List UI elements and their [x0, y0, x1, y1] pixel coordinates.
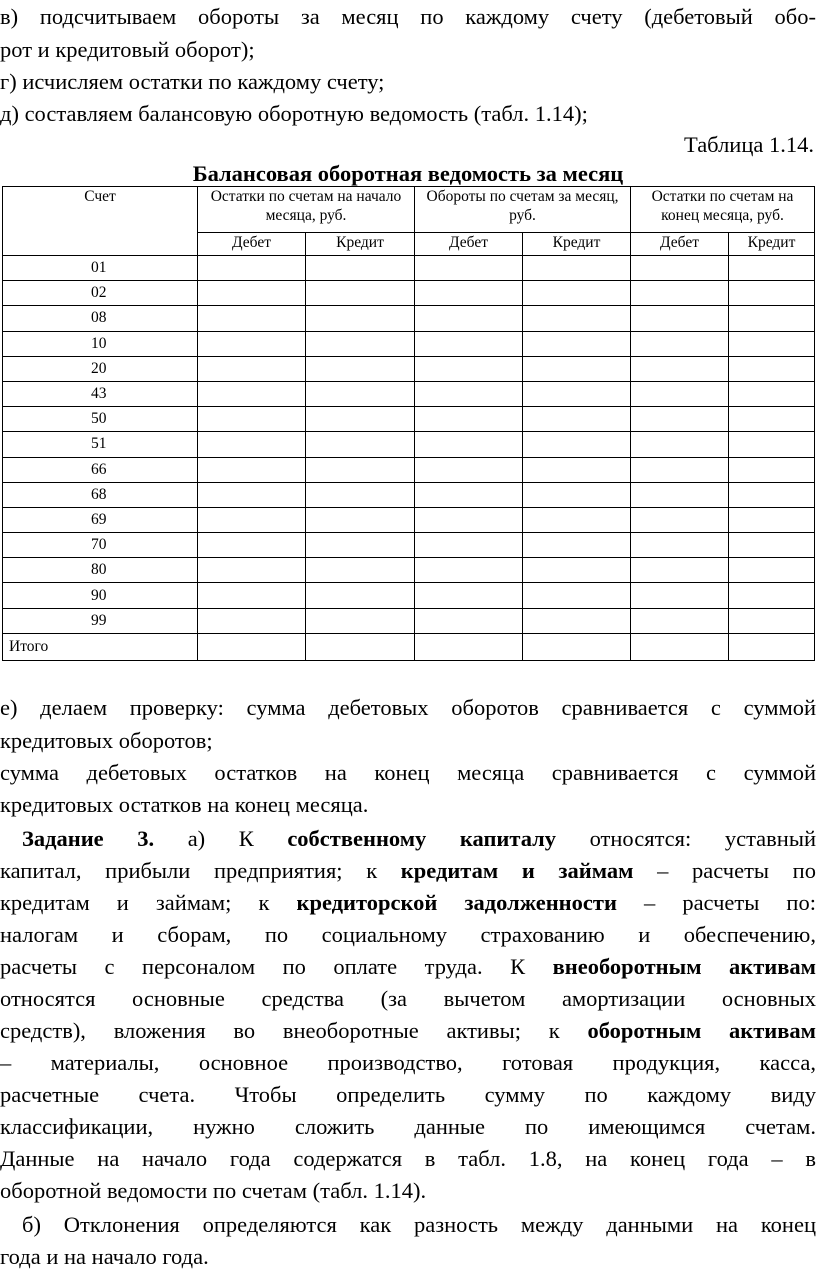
table-cell[interactable] [415, 381, 523, 406]
task3-line8: – материалы, основное производство, готовая продукция, касса, [0, 1050, 816, 1075]
table-row [3, 407, 815, 432]
table-cell[interactable] [631, 432, 729, 457]
table-row [3, 432, 815, 457]
table-row [3, 583, 815, 608]
table-cell[interactable] [198, 432, 306, 457]
table-cell[interactable] [631, 583, 729, 608]
table-cell[interactable] [523, 608, 631, 633]
table-cell[interactable] [415, 256, 523, 281]
table-cell[interactable] [415, 608, 523, 633]
table-cell[interactable] [631, 306, 729, 331]
table-row [3, 306, 815, 331]
table-cell[interactable] [523, 331, 631, 356]
table-row [3, 558, 815, 583]
account-number: 20 [3, 356, 198, 381]
table-cell[interactable] [198, 457, 306, 482]
head-credit: Кредит [306, 233, 415, 256]
table-row [3, 281, 815, 306]
table-cell[interactable] [198, 533, 306, 558]
account-number: 50 [3, 407, 198, 432]
table-cell[interactable] [198, 608, 306, 633]
table-cell[interactable] [198, 482, 306, 507]
head-closing-balance: Остатки по счетам на конец месяца, руб. [631, 187, 815, 233]
table-cell[interactable] [198, 407, 306, 432]
balance-sheet-table [2, 186, 815, 661]
table-cell[interactable] [631, 256, 729, 281]
task3-line6: относятся основные средства (за вычетом амортизации основных [0, 986, 816, 1011]
table-cell[interactable] [198, 583, 306, 608]
table-row [3, 356, 815, 381]
table-cell[interactable] [523, 457, 631, 482]
task3-line4: налогам и сборам, по социальному страхованию и обеспечению, [0, 922, 816, 947]
table-cell[interactable] [631, 533, 729, 558]
para-e-line1: е) делаем проверку: сумма дебетовых оборотов сравнивается с суммой [0, 695, 816, 720]
table-cell[interactable] [729, 381, 815, 406]
para-g: г) исчисляем остатки по каждому счету; [0, 69, 385, 94]
table-cell[interactable] [729, 281, 815, 306]
table-cell[interactable] [306, 331, 415, 356]
account-number: 99 [3, 608, 198, 633]
table-cell[interactable] [729, 331, 815, 356]
table-cell[interactable] [631, 482, 729, 507]
table-cell[interactable] [306, 507, 415, 532]
table-cell[interactable] [729, 583, 815, 608]
table-cell[interactable] [523, 381, 631, 406]
table-cell[interactable] [631, 381, 729, 406]
table-cell[interactable] [523, 633, 631, 660]
table-cell[interactable] [306, 356, 415, 381]
table-cell[interactable] [415, 432, 523, 457]
table-cell[interactable] [415, 558, 523, 583]
task3-line11: Данные на начало года содержатся в табл. 1.8, на конец года – в [0, 1146, 816, 1171]
para-e-line2: кредитовых оборотов; [0, 728, 213, 753]
head-account: Счет [3, 187, 198, 256]
table-cell[interactable] [631, 558, 729, 583]
table-cell[interactable] [415, 507, 523, 532]
table-cell[interactable] [306, 381, 415, 406]
table-cell[interactable] [415, 482, 523, 507]
task3-line10: классификации, нужно сложить данные по имеющимся счетам. [0, 1114, 816, 1139]
table-cell[interactable] [198, 356, 306, 381]
table-cell[interactable] [729, 407, 815, 432]
table-cell[interactable] [729, 558, 815, 583]
table-cell[interactable] [729, 533, 815, 558]
para-v-line2: рот и кредитовый оборот); [0, 37, 255, 62]
account-number: 10 [3, 331, 198, 356]
table-cell[interactable] [306, 533, 415, 558]
table-cell[interactable] [631, 633, 729, 660]
account-number: 70 [3, 533, 198, 558]
table-cell[interactable] [523, 407, 631, 432]
table-cell[interactable] [306, 482, 415, 507]
table-cell[interactable] [729, 356, 815, 381]
table-cell[interactable] [198, 331, 306, 356]
table-row [3, 331, 815, 356]
task3-line5: расчеты с персоналом по оплате труда. К внеоборотным активам [0, 954, 816, 979]
task3-line7: средств), вложения во внеоборотные активы; к оборотным активам [0, 1018, 816, 1043]
table-cell[interactable] [306, 281, 415, 306]
account-number: 08 [3, 306, 198, 331]
table-cell[interactable] [306, 558, 415, 583]
head-debit: Дебет [198, 233, 306, 256]
table-cell[interactable] [631, 507, 729, 532]
account-number: 01 [3, 256, 198, 281]
table-row [3, 533, 815, 558]
table-cell[interactable] [306, 457, 415, 482]
table-cell[interactable] [415, 457, 523, 482]
table-cell[interactable] [729, 482, 815, 507]
table-cell[interactable] [415, 633, 523, 660]
table-row [3, 381, 815, 406]
table-cell[interactable] [198, 306, 306, 331]
table-cell[interactable] [306, 432, 415, 457]
table-cell[interactable] [306, 633, 415, 660]
table-cell[interactable] [729, 507, 815, 532]
head-turnover: Обороты по счетам за месяц, руб. [415, 187, 631, 233]
table-cell[interactable] [306, 256, 415, 281]
table-cell[interactable] [415, 356, 523, 381]
table-cell[interactable] [729, 457, 815, 482]
table-cell[interactable] [306, 583, 415, 608]
table-cell[interactable] [523, 281, 631, 306]
table-label: Таблица 1.14. [684, 132, 814, 157]
table-cell[interactable] [631, 281, 729, 306]
task3-line2: капитал, прибыли предприятия; к кредитам и займам – расчеты по [0, 858, 816, 883]
table-cell[interactable] [523, 432, 631, 457]
head-debit: Дебет [631, 233, 729, 256]
table-cell[interactable] [631, 457, 729, 482]
table-cell[interactable] [415, 331, 523, 356]
task3-line1: Задание 3. а) К собственному капиталу относятся: уставный [22, 826, 816, 851]
table-cell[interactable] [415, 583, 523, 608]
table-cell[interactable] [415, 407, 523, 432]
table-cell[interactable] [198, 281, 306, 306]
para-v-line1: в) подсчитываем обороты за месяц по каждому счету (дебетовый обо- [0, 4, 816, 29]
account-number: 80 [3, 558, 198, 583]
table-cell[interactable] [631, 407, 729, 432]
table-cell[interactable] [306, 407, 415, 432]
total-label: Итого [3, 633, 198, 660]
table-cell[interactable] [198, 256, 306, 281]
table-cell[interactable] [729, 432, 815, 457]
table-cell[interactable] [523, 482, 631, 507]
head-credit: Кредит [729, 233, 815, 256]
table-cell[interactable] [198, 381, 306, 406]
table-cell[interactable] [523, 256, 631, 281]
table-cell[interactable] [415, 306, 523, 331]
account-number: 68 [3, 482, 198, 507]
table-cell[interactable] [729, 633, 815, 660]
account-number: 43 [3, 381, 198, 406]
account-number: 02 [3, 281, 198, 306]
table-cell[interactable] [631, 356, 729, 381]
table-cell[interactable] [729, 306, 815, 331]
table-title: Балансовая оборотная ведомость за месяц [192, 161, 624, 186]
table-cell[interactable] [306, 306, 415, 331]
table-row [3, 507, 815, 532]
table-row [3, 256, 815, 281]
account-number: 51 [3, 432, 198, 457]
head-debit: Дебет [415, 233, 523, 256]
para-sum-line1: сумма дебетовых остатков на конец месяца сравнивается с суммой [0, 760, 816, 785]
table-cell[interactable] [415, 533, 523, 558]
account-number: 66 [3, 457, 198, 482]
para-b-line2: года и на начало года. [0, 1244, 209, 1269]
table-cell[interactable] [631, 331, 729, 356]
table-cell[interactable] [198, 507, 306, 532]
table-cell[interactable] [415, 281, 523, 306]
table-row [3, 482, 815, 507]
para-d: д) составляем балансовую оборотную ведомость (табл. 1.14); [0, 101, 588, 126]
head-opening-balance: Остатки по счетам на начало месяца, руб. [198, 187, 415, 233]
table-cell[interactable] [523, 306, 631, 331]
head-credit: Кредит [523, 233, 631, 256]
table-cell[interactable] [523, 558, 631, 583]
account-number: 90 [3, 583, 198, 608]
task3-line12: оборотной ведомости по счетам (табл. 1.14). [0, 1178, 427, 1203]
table-cell[interactable] [198, 633, 306, 660]
total-row [3, 633, 815, 660]
account-number: 69 [3, 507, 198, 532]
table-cell[interactable] [523, 583, 631, 608]
table-cell[interactable] [729, 608, 815, 633]
task3-line3: кредитам и займам; к кредиторской задолженности – расчеты по: [0, 890, 816, 915]
table-row [3, 608, 815, 633]
para-b-line1: б) Отклонения определяются как разность между данными на конец [22, 1212, 816, 1237]
table-cell[interactable] [729, 256, 815, 281]
table-cell[interactable] [306, 608, 415, 633]
table-cell[interactable] [523, 507, 631, 532]
table-cell[interactable] [631, 608, 729, 633]
table-cell[interactable] [523, 356, 631, 381]
para-sum-line2: кредитовых остатков на конец месяца. [0, 792, 369, 817]
table-cell[interactable] [198, 558, 306, 583]
table-row [3, 457, 815, 482]
table-cell[interactable] [523, 533, 631, 558]
task3-line9: расчетные счета. Чтобы определить сумму по каждому виду [0, 1082, 816, 1107]
